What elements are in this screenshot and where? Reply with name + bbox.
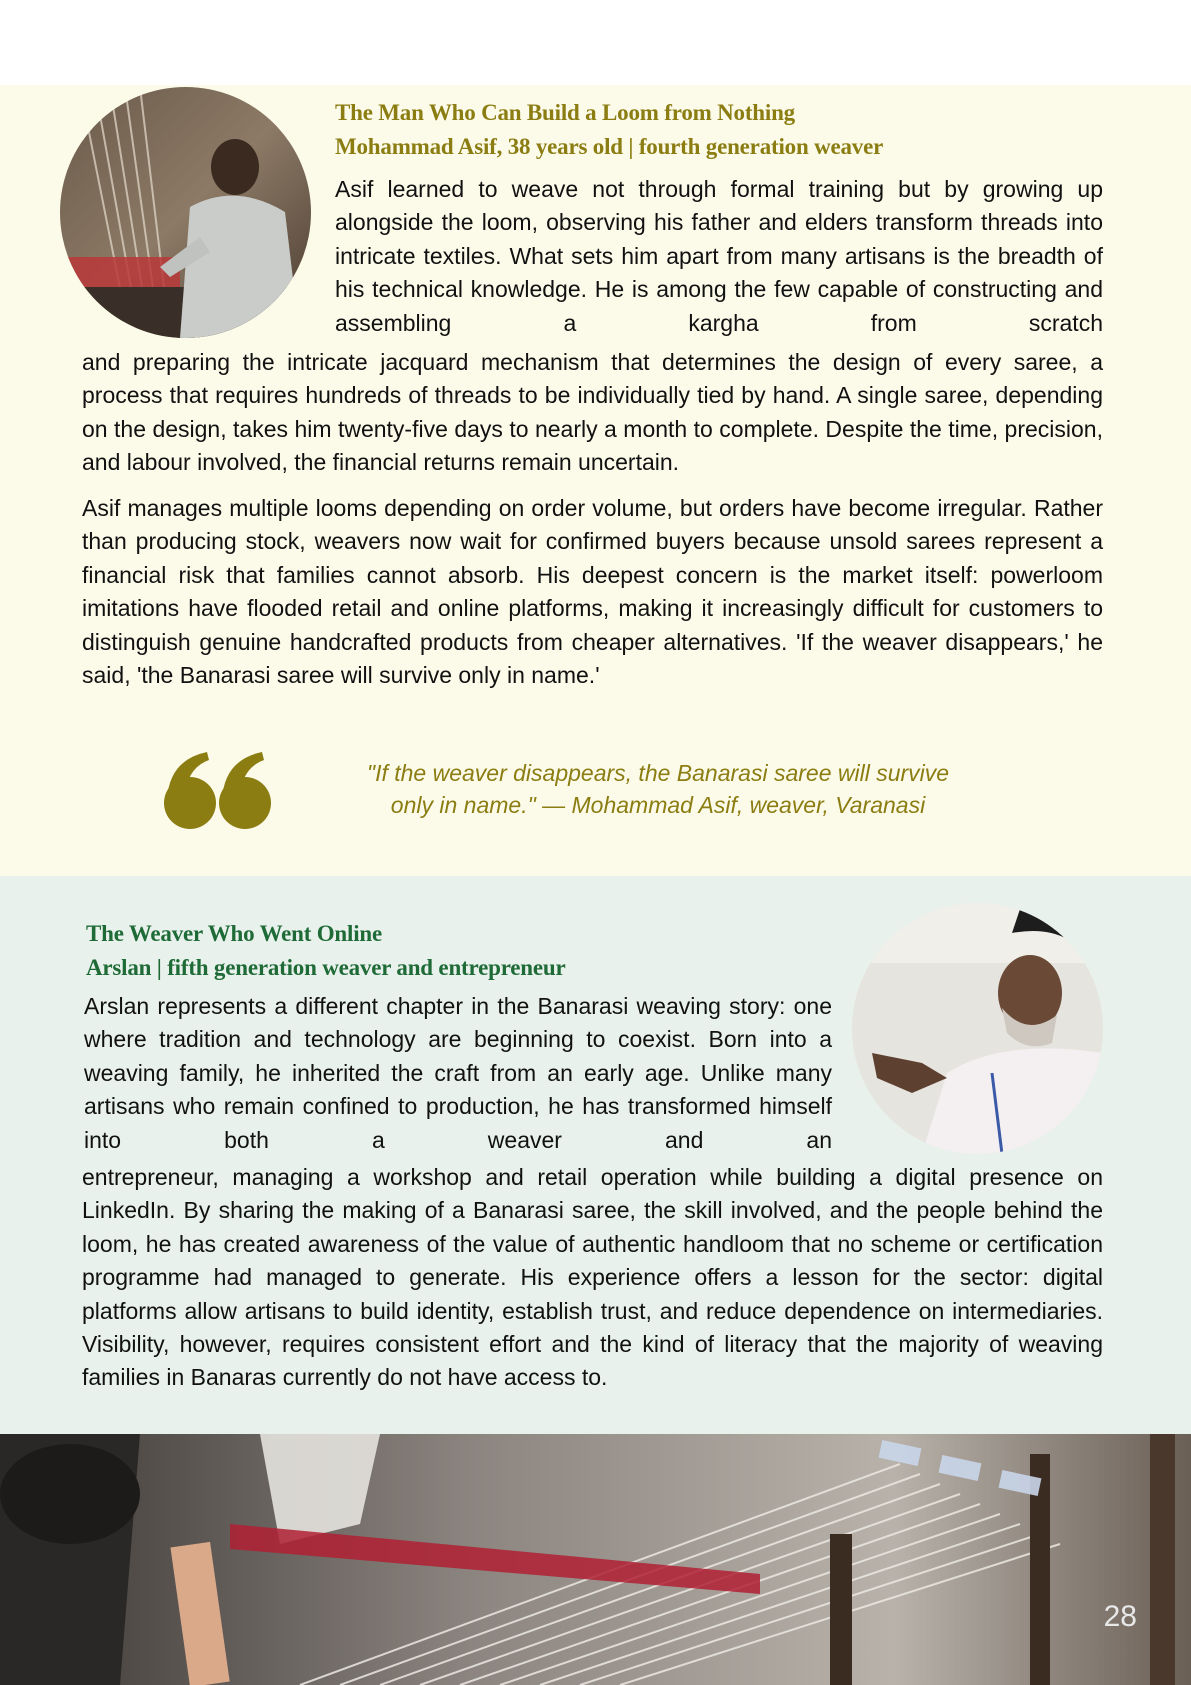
asif-paragraph-1-continued: and preparing the intricate jacquard mechanism that determines the design of every saree, a process that requires hundreds of threads to be individually tied by hand. A single saree, depending on the design, takes him twenty-five days to nearly a month to complete. Despite the time, precision, and labour involved, the financial returns remain uncertain. — [82, 349, 1103, 476]
pull-quote — [318, 757, 998, 821]
asif-heading-subtitle: Mohammad Asif, 38 years old | fourth generation weaver — [335, 134, 884, 159]
arslan-heading — [86, 917, 846, 985]
arslan-paragraph-1-wrapped: Arslan represents a different chapter in the Banarasi weaving story: one where tradition and technology are beginning to coexist. Born into a weaving family, he inherited the craft from an early age. Unlike many artisans who remain confined to production, he has transformed himself into both a weaver and an — [84, 993, 832, 1153]
loom-photo — [0, 1434, 1191, 1685]
asif-heading-title: The Man Who Can Build a Loom from Nothing — [335, 100, 795, 125]
arslan-heading-subtitle: Arslan | fifth generation weaver and entrepreneur — [86, 955, 566, 980]
asif-paragraph-1-wrapped: Asif learned to weave not through formal training but by growing up alongside the loom, observing his father and elders transform threads into intricate textiles. What sets him apart from many artisans is the breadth of his technical knowledge. He is among the few capable of constructing and assembling a kargha from scratch — [335, 176, 1103, 336]
arslan-heading-title: The Weaver Who Went Online — [86, 921, 382, 946]
quote-icon — [163, 748, 273, 830]
asif-heading — [335, 96, 1095, 164]
arslan-paragraph-1-continued: entrepreneur, managing a workshop and retail operation while building a digital presence on LinkedIn. By sharing the making of a Banarasi saree, the skill involved, and the people behind the loom, he has created awareness of the value of authentic handloom that no scheme or certification programme had managed to generate. His experience offers a lesson for the sector: digital platforms allow artisans to build identity, establish trust, and reduce dependence on intermediaries. Visibility, however, requires consistent effort and the kind of literacy that the majority of weaving families in Banaras currently do not have access to. — [82, 1164, 1103, 1391]
arslan-photo — [852, 903, 1103, 1154]
top-margin — [0, 0, 1191, 85]
asif-paragraph-2: Asif manages multiple looms depending on order volume, but orders have become irregular. Rather than producing stock, weavers now wait for confirmed buyers because unsold sarees represent a financial risk that families cannot absorb. His deepest concern is the market itself: powerloom imitations have flooded retail and online platforms, making it increasingly difficult for customers to distinguish genuine handcrafted products from cheaper alternatives. 'If the weaver disappears,' he said, 'the Banarasi saree will survive only in name.' — [82, 495, 1103, 689]
pull-quote-line-2: only in name." — Mohammad Asif, weaver, Varanasi — [390, 792, 926, 818]
asif-photo — [60, 87, 311, 338]
page-number: 28 — [1103, 1600, 1137, 1633]
pull-quote-line-1: "If the weaver disappears, the Banarasi saree will survive — [366, 760, 950, 786]
